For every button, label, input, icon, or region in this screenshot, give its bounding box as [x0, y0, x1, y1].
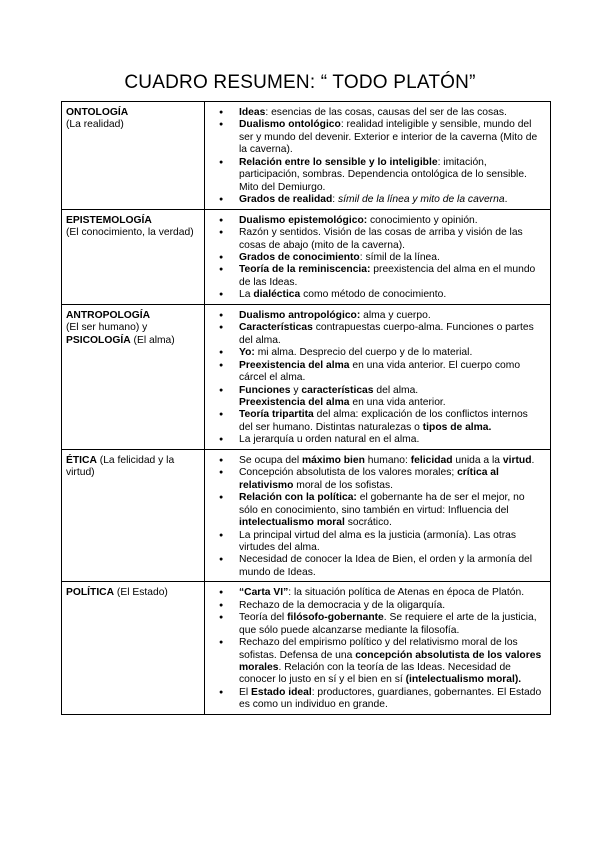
bold-term: Funciones: [239, 384, 291, 396]
section-heading-cell: [62, 449, 205, 582]
section-heading-cell: [62, 102, 205, 210]
bullet-item: [213, 227, 542, 252]
bullet-text: Concepción absolutista de los valores morales;: [239, 467, 458, 479]
bold-term: características: [301, 384, 374, 396]
section-row: [62, 209, 551, 304]
section-subtitle: (El conocimiento, la verdad): [66, 227, 194, 239]
bullet-item: [213, 530, 542, 555]
section-heading: ONTOLOGÍA: [66, 107, 129, 118]
section-content-cell: [205, 582, 551, 715]
bullet-item: [213, 264, 542, 289]
bullet-text: Necesidad de conocer la Idea de Bien, el orden y la armonía del mundo de Ideas.: [239, 554, 533, 578]
bold-term: dialéctica: [253, 289, 301, 301]
bullet-text: contrapuestas cuerpo-alma. Funciones o partes del alma.: [239, 322, 534, 346]
bullet-text: El: [239, 686, 252, 698]
bullet-text: unida a la: [452, 454, 503, 466]
bullet-text: Rechazo del empirismo político y del relativismo moral de los sofistas. Defensa de una: [239, 637, 518, 661]
bullet-item: [213, 322, 542, 347]
section-content-cell: [205, 304, 551, 449]
section-row: [62, 449, 551, 582]
bullet-item: [213, 587, 542, 599]
bullet-item: [213, 467, 542, 492]
bullet-item: [213, 157, 542, 194]
bullet-text: mi alma. Desprecio del cuerpo y de lo material.: [254, 347, 473, 359]
document-title: CUADRO RESUMEN: “ TODO PLATÓN”: [124, 72, 476, 93]
section-heading-cell: [62, 582, 205, 715]
bold-term: Teoría tripartita: [239, 409, 314, 421]
bold-term: Yo:: [239, 347, 255, 359]
bullet-list: [213, 455, 542, 580]
bullet-item: [213, 612, 542, 637]
section-row: [62, 304, 551, 449]
bullet-list: [213, 107, 542, 207]
bullet-text: : productores, guardianes, gobernantes. El Estado es como un individuo en grande.: [239, 686, 542, 711]
bullet-text: .: [531, 454, 535, 466]
bullet-text: . Se requiere el arte de la justicia, que sólo puede alcanzarse mediante la filosofía.: [239, 612, 537, 636]
bullet-item: [213, 554, 542, 579]
bullet-text: : símil de la línea.: [359, 251, 440, 263]
bullet-item: [213, 107, 542, 119]
summary-table: [61, 101, 551, 715]
bullet-item: [213, 600, 542, 612]
bullet-text: del alma: explicación de los conflictos internos del ser humano. Distintas naturalezas o: [239, 409, 528, 433]
bullet-item: [213, 310, 542, 322]
bullet-text: como método de conocimiento.: [300, 289, 447, 301]
bullet-text: La: [239, 289, 254, 301]
italic-text: símil de la línea y mito de la caverna: [338, 194, 505, 206]
bullet-item: [213, 252, 542, 264]
bullet-text: : la situación política de Atenas en época de Platón.: [288, 587, 525, 599]
bullet-text: alma y cuerpo.: [360, 309, 431, 321]
bold-term: filósofo-gobernante: [287, 612, 384, 624]
section-content-cell: [205, 449, 551, 582]
bold-term: concepción absolutista de los valores morales: [239, 649, 542, 674]
bold-term: Dualismo antropológico:: [239, 309, 361, 321]
bullet-text: el gobernante ha de ser el mejor, no sólo en conocimiento, sino también en virtud: Influencia del: [239, 492, 525, 516]
bold-term: “Carta VI”: [239, 587, 289, 599]
section-content-cell: [205, 102, 551, 210]
bullet-text: La principal virtud del alma es la justicia (armonía). Las otras virtudes del alma.: [239, 529, 516, 553]
section-heading-secondary: PSICOLOGÍA: [66, 334, 131, 346]
bold-term: Estado ideal: [251, 686, 312, 698]
section-subtitle: (La realidad): [66, 119, 124, 131]
bullet-list: [213, 215, 542, 302]
bullet-text: socrático.: [344, 517, 392, 529]
bold-term: máximo bien: [301, 454, 365, 466]
bullet-item: [213, 687, 542, 712]
bullet-text: Razón y sentidos. Visión de las cosas de arriba y visión de las cosas de abajo (mito de la caverna).: [239, 227, 523, 251]
bullet-list: [213, 587, 542, 712]
section-heading: EPISTEMOLOGÍA: [66, 214, 152, 226]
bold-term: Grados de realidad: [239, 194, 333, 206]
section-heading: ÉTICA: [66, 454, 97, 466]
bullet-item: [213, 289, 542, 301]
bullet-text: Se ocupa del: [239, 454, 302, 466]
bullet-text: en una vida anterior.: [349, 396, 446, 408]
bullet-text: del alma.: [373, 384, 419, 396]
section-heading-cell: [62, 304, 205, 449]
bullet-text: : esencias de las cosas, causas del ser de las cosas.: [265, 107, 507, 118]
section-subtitle: (El ser humano) y: [66, 322, 148, 334]
bullet-text: : realidad inteligible y sensible, mundo del ser y mundo del devenir. Exterior e interior de la caverna (Mito de la caverna).: [239, 119, 538, 156]
bullet-text: La jerarquía u orden natural en el alma.: [239, 434, 420, 446]
section-heading: ANTROPOLOGÍA: [66, 309, 151, 321]
bold-term: intelectualismo moral: [239, 517, 345, 529]
section-heading: POLÍTICA: [66, 587, 115, 599]
section-heading-cell: [62, 209, 205, 304]
bold-term: felicidad: [410, 454, 453, 466]
section-subtitle: (El Estado): [114, 587, 168, 599]
section-content-cell: [205, 209, 551, 304]
bullet-item: [213, 637, 542, 687]
bold-term: Preexistencia del alma: [239, 396, 350, 408]
bullet-text: .: [504, 194, 508, 206]
bullet-item: [213, 385, 542, 410]
bullet-text: y: [290, 384, 302, 396]
bullet-item: [213, 215, 542, 227]
bold-term: Características: [239, 322, 313, 334]
bold-term: Teoría de la reminiscencia:: [239, 264, 371, 276]
bullet-item: [213, 360, 542, 385]
bullet-text: Rechazo de la democracia y de la oligarquía.: [239, 599, 446, 611]
bold-term: virtud: [502, 454, 532, 466]
bullet-text: moral de los sofistas.: [293, 479, 393, 491]
section-row: [62, 102, 551, 210]
bullet-item: [213, 119, 542, 156]
bullet-text: preexistencia del alma en el mundo de las Ideas.: [239, 264, 536, 288]
bullet-item: [213, 455, 542, 467]
bold-term: Dualismo ontológico: [239, 119, 341, 131]
bullet-item: [213, 347, 542, 359]
bullet-item: [213, 434, 542, 446]
bullet-item: [213, 409, 542, 434]
bullet-text: :: [332, 194, 339, 206]
bold-term: Relación entre lo sensible y lo inteligible: [239, 156, 438, 168]
bold-term: Relación con la política:: [239, 492, 357, 504]
bullet-item: [213, 492, 542, 529]
bold-term: (intelectualismo moral).: [405, 674, 522, 686]
bold-term: Preexistencia del alma: [239, 359, 350, 371]
section-subtitle: (La felicidad y la virtud): [66, 454, 175, 479]
section-row: [62, 582, 551, 715]
bullet-text: en una vida anterior. El cuerpo como cárcel el alma.: [239, 359, 521, 384]
section-subtitle-secondary: (El alma): [130, 334, 175, 346]
bold-term: Ideas: [239, 107, 266, 118]
bullet-text: conocimiento y opinión.: [367, 214, 478, 226]
bullet-text: humano:: [364, 454, 411, 466]
bullet-text: Teoría del: [239, 612, 288, 624]
bullet-text: . Relación con la teoría de las Ideas. Necesidad de conocer lo justo en sí y el bien en sí: [239, 662, 511, 686]
bold-term: crítica al relativismo: [239, 467, 499, 491]
bold-term: Grados de conocimiento: [239, 251, 360, 263]
bullet-item: [213, 194, 542, 206]
bullet-text: : imitación, participación, sombras. Dependencia ontológica de lo sensible. Mito del Demiurgo.: [239, 156, 527, 193]
bold-term: Dualismo epistemológico:: [239, 214, 368, 226]
bullet-list: [213, 310, 542, 447]
bold-term: tipos de alma.: [422, 421, 492, 433]
